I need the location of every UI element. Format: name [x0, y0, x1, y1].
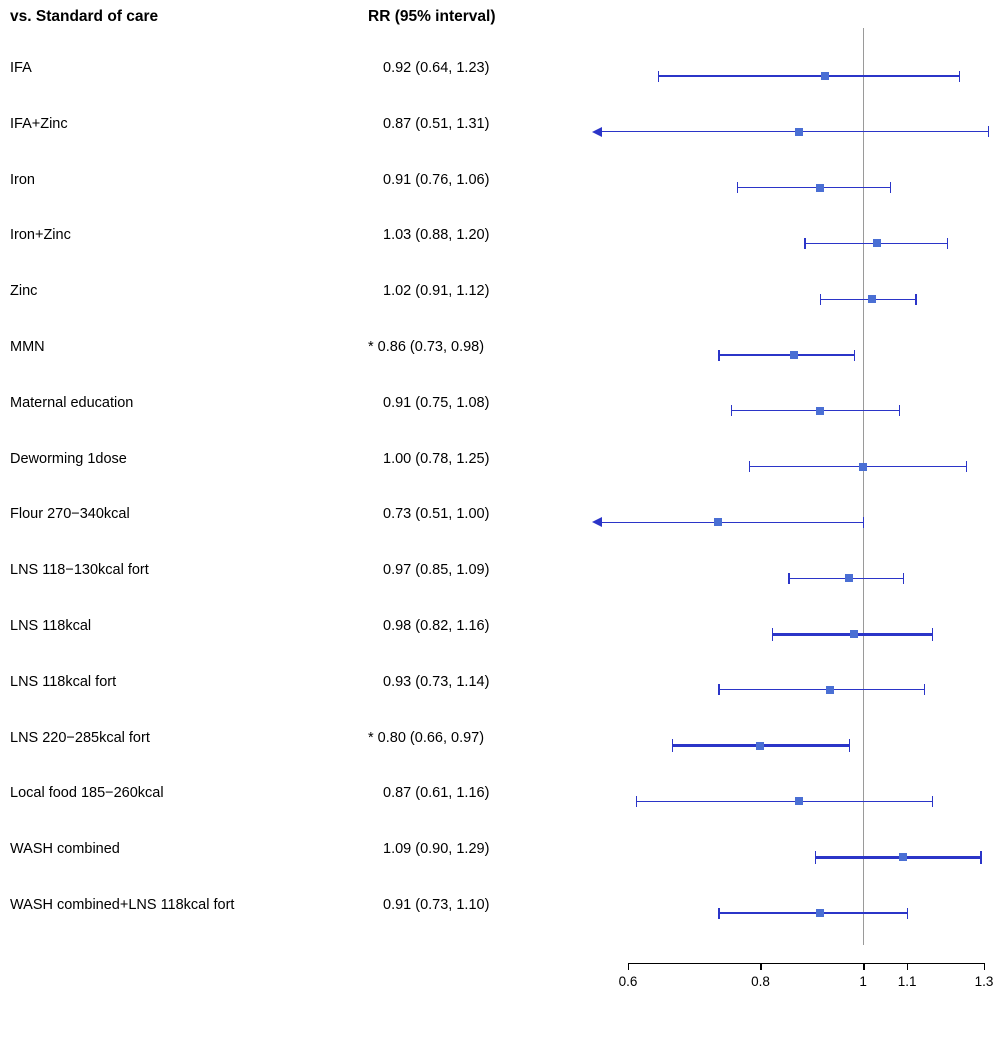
x-axis-tick-label: 0.6	[618, 974, 638, 989]
row-estimate: 0.91 (0.75, 1.08)	[383, 394, 490, 411]
row-estimate: 1.00 (0.78, 1.25)	[383, 450, 490, 467]
confidence-interval-bar	[718, 689, 923, 690]
interval-cap-lower	[772, 628, 773, 641]
point-estimate-marker	[826, 686, 834, 694]
confidence-interval-bar	[749, 466, 966, 467]
interval-cap-lower	[731, 405, 732, 416]
interval-cap-lower	[788, 573, 789, 584]
interval-cap-lower	[718, 684, 719, 695]
point-estimate-marker	[756, 742, 764, 750]
interval-cap-upper	[854, 350, 855, 361]
row-estimate: 0.92 (0.64, 1.23)	[383, 60, 490, 76]
interval-cap-upper	[849, 739, 850, 752]
row-estimate: * 0.80 (0.66, 0.97)	[368, 729, 485, 746]
interval-cap-upper	[988, 126, 989, 137]
row-label: Flour 270−340kcal	[10, 506, 130, 523]
interval-arrow-lower	[592, 127, 602, 137]
point-estimate-marker	[795, 797, 803, 805]
point-estimate-marker	[859, 463, 867, 471]
interval-cap-lower	[718, 908, 719, 919]
confidence-interval-bar	[718, 354, 854, 355]
row-label: Maternal education	[10, 394, 134, 411]
row-label: Iron	[10, 171, 35, 188]
row-label: Local food 185−260kcal	[10, 785, 164, 802]
row-estimate: 0.91 (0.73, 1.10)	[383, 897, 490, 913]
interval-cap-lower	[737, 182, 738, 193]
row-label: Iron+Zinc	[10, 227, 71, 244]
reference-line	[863, 28, 864, 945]
interval-cap-upper	[932, 796, 933, 807]
interval-cap-lower	[672, 739, 673, 752]
row-label: MMN	[10, 339, 45, 355]
column-header-estimate: RR (95% interval)	[368, 8, 496, 25]
row-estimate: 1.02 (0.91, 1.12)	[383, 283, 490, 300]
row-estimate: 0.93 (0.73, 1.14)	[383, 673, 490, 690]
row-label: LNS 118−130kcal fort	[10, 562, 149, 579]
interval-cap-upper	[890, 182, 891, 193]
interval-cap-upper	[947, 238, 948, 249]
plot-panel	[540, 0, 1000, 1041]
interval-cap-lower	[815, 851, 816, 864]
row-estimate: 0.87 (0.51, 1.31)	[383, 115, 490, 132]
x-axis-tick-label: 1.1	[897, 974, 917, 989]
row-estimate: 0.98 (0.82, 1.16)	[383, 618, 490, 634]
confidence-interval-bar	[731, 410, 899, 411]
x-axis-tick	[628, 963, 629, 970]
interval-cap-lower	[804, 238, 805, 249]
row-label: WASH combined+LNS 118kcal fort	[10, 897, 235, 913]
confidence-interval-bar	[737, 187, 890, 188]
interval-cap-upper	[924, 684, 925, 695]
interval-arrow-lower	[592, 517, 602, 527]
row-label: IFA	[10, 60, 32, 76]
point-estimate-marker	[873, 239, 881, 247]
row-label: LNS 118kcal fort	[10, 673, 117, 690]
interval-cap-upper	[907, 908, 908, 919]
confidence-interval-bar	[718, 912, 907, 913]
x-axis-tick-label: 0.8	[751, 974, 770, 989]
row-label: Zinc	[10, 283, 38, 300]
confidence-interval-bar	[815, 856, 981, 859]
x-axis-tick	[863, 963, 864, 970]
point-estimate-marker	[790, 351, 798, 359]
row-label: WASH combined	[10, 841, 120, 858]
x-axis-tick	[760, 963, 761, 970]
row-label: IFA+Zinc	[10, 115, 68, 132]
point-estimate-marker	[899, 853, 907, 861]
x-axis-tick	[907, 963, 908, 970]
interval-cap-lower	[658, 71, 659, 82]
interval-cap-upper	[899, 405, 900, 416]
row-estimate: 0.91 (0.76, 1.06)	[383, 171, 490, 188]
confidence-interval-bar	[636, 801, 932, 802]
interval-cap-lower	[636, 796, 637, 807]
row-label: Deworming 1dose	[10, 450, 127, 467]
row-label: LNS 220−285kcal fort	[10, 729, 150, 746]
interval-cap-upper	[863, 517, 864, 528]
point-estimate-marker	[868, 295, 876, 303]
row-estimate: 0.87 (0.61, 1.16)	[383, 785, 490, 802]
x-axis-tick-label: 1	[859, 974, 867, 989]
interval-cap-upper	[959, 71, 960, 82]
row-estimate: 1.09 (0.90, 1.29)	[383, 841, 490, 858]
interval-cap-upper	[915, 294, 916, 305]
point-estimate-marker	[850, 630, 858, 638]
row-estimate: 0.97 (0.85, 1.09)	[383, 562, 490, 579]
column-header-treatment: vs. Standard of care	[10, 8, 159, 25]
point-estimate-marker	[816, 407, 824, 415]
row-estimate: 1.03 (0.88, 1.20)	[383, 227, 490, 244]
interval-cap-lower	[749, 461, 750, 472]
x-axis-tick-label: 1.3	[974, 974, 994, 989]
x-axis-tick	[984, 963, 985, 970]
interval-cap-upper	[966, 461, 967, 472]
row-label: LNS 118kcal	[10, 618, 92, 634]
interval-cap-upper	[980, 851, 981, 864]
interval-cap-upper	[932, 628, 933, 641]
point-estimate-marker	[816, 184, 824, 192]
point-estimate-marker	[714, 518, 722, 526]
x-axis-line	[628, 963, 984, 964]
interval-cap-lower	[820, 294, 821, 305]
row-estimate: 0.73 (0.51, 1.00)	[383, 506, 490, 523]
confidence-interval-bar	[658, 75, 959, 76]
point-estimate-marker	[816, 909, 824, 917]
interval-cap-lower	[718, 350, 719, 361]
row-estimate: * 0.86 (0.73, 0.98)	[368, 339, 485, 355]
point-estimate-marker	[821, 72, 829, 80]
point-estimate-marker	[845, 574, 853, 582]
interval-cap-upper	[903, 573, 904, 584]
point-estimate-marker	[795, 128, 803, 136]
confidence-interval-bar	[602, 522, 863, 523]
